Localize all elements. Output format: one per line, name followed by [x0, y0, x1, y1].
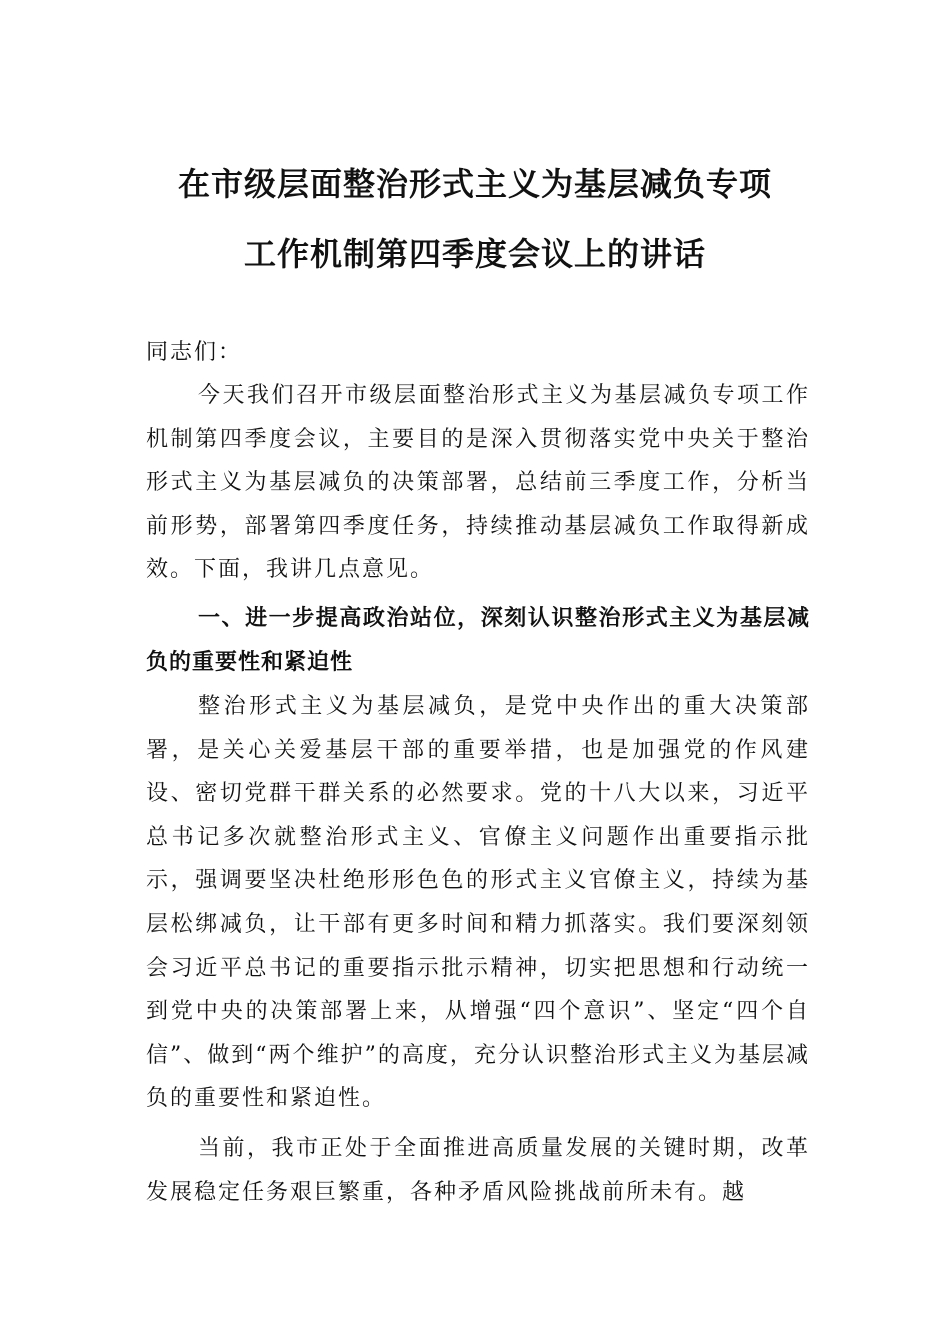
paragraph-section-1: 整治形式主义为基层减负，是党中央作出的重大决策部署，是关心关爱基层干部的重要举措，也是加强党的作风建设、密切党群干群关系的必然要求。党的十八大以来，习近平总书记多次就整治形式主义、官僚主义问题作出重要指示批示，强调要坚决杜绝形形色色的形式主义官僚主义，持续为基层松绑减负，让干部有更多时间和精力抓落实。我们要深刻领会习近平总书记的重要指示批示精神，切实把思想和行动统一到党中央的决策部署上来，从增强“四个意识”、坚定“四个自信”、做到“两个维护”的高度，充分认识整治形式主义为基层减负的重要性和紧迫性。 [146, 694, 810, 1112]
section-heading-1: 一、进一步提高政治站位，深刻认识整治形式主义为基层减负的重要性和紧迫性 [146, 606, 810, 675]
salutation: 同志们： [146, 340, 243, 365]
paragraph-current-situation: 当前，我市正处于全面推进高质量发展的关键时期，改革发展稳定任务艰巨繁重，各种矛盾风险挑战前所未有。越 [146, 1136, 810, 1205]
document-title-line-1: 在市级层面整治形式主义为基层减负专项 [177, 165, 772, 203]
paragraph-intro: 今天我们召开市级层面整治形式主义为基层减负专项工作机制第四季度会议，主要目的是深入贯彻落实党中央关于整治形式主义为基层减负的决策部署，总结前三季度工作，分析当前形势，部署第四季度任务，持续推动基层减负工作取得新成效。下面，我讲几点意见。 [146, 383, 810, 583]
document-title-line-2: 工作机制第四季度会议上的讲话 [243, 235, 706, 273]
